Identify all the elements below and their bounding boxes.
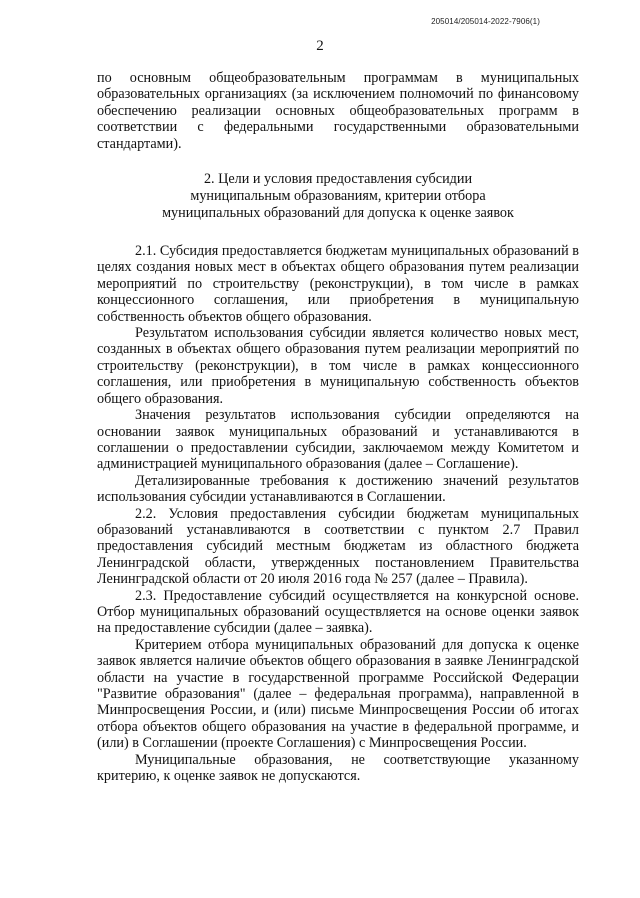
paragraph-2-1: 2.1. Субсидия предоставляется бюджетам муниципальных образований в целях создания новых мест в объектах общего образования путем реализации мероприятий по строительству (реконструкции), в том числе в рамках концессионного соглашения, или приобретения в муниципальную собственность объектов общего образования.	[97, 243, 579, 325]
page-number: 2	[316, 38, 324, 54]
paragraph-2-3: 2.3. Предоставление субсидий осуществляется на конкурсной основе. Отбор муниципальных образований осуществляется на основе оценки заявок на предоставление субсидии (далее – заявка).	[97, 587, 579, 637]
section-heading-line-3: муниципальных образований для допуска к оценке заявок	[162, 205, 514, 222]
document-body	[97, 70, 579, 784]
intro-paragraph: по основным общеобразовательным программам в муниципальных образовательных организациях (за исключением полномочий по финансовому обеспечению реализации основных общеобразовательных программ в соответствии с федеральными государственными образовательными стандартами).	[97, 70, 579, 152]
paragraph-detailed-requirements: Детализированные требования к достижению значений результатов использования субсидии устанавливаются в Соглашении.	[97, 472, 579, 506]
paragraph-result: Результатом использования субсидии является количество новых мест, созданных в объектах общего образования путем реализации мероприятий по строительству (реконструкции), в том числе в рамках концессионного соглашения, или приобретения в муниципальную собственность объектов общего образования.	[97, 325, 579, 407]
document-id: 205014/205014-2022-7906(1)	[431, 17, 540, 26]
paragraph-values: Значения результатов использования субсидии определяются на основании заявок муниципальных образований и устанавливаются в соглашении о предоставлении субсидии, заключаемом между Комитетом и администрацией муниципального образования (далее – Соглашение).	[97, 407, 579, 473]
section-heading	[97, 171, 579, 222]
section-heading-line-2: муниципальным образованиям, критерии отбора	[190, 188, 486, 205]
section-heading-line-1: 2. Цели и условия предоставления субсидии	[203, 171, 473, 188]
paragraph-criterion: Критерием отбора муниципальных образований для допуска к оценке заявок является наличие объектов общего образования в заявке Ленинградской области на участие в государственной программе Российской Федерации "Развитие образования" (далее – федеральная программа), направленной в Минпросвещения России, и (или) письме Минпросвещения России об итогах отбора объектов общего образования на участие в федеральной программе, и (или) в Соглашении (проекте Соглашения) с Минпросвещения России.	[97, 636, 579, 752]
paragraph-not-admitted: Муниципальные образования, не соответствующие указанному критерию, к оценке заявок не допускаются.	[97, 751, 579, 785]
paragraph-2-2: 2.2. Условия предоставления субсидии бюджетам муниципальных образований устанавливаются в соответствии с пунктом 2.7 Правил предоставления субсидий местным бюджетам из областного бюджета Ленинградской области, утвержденных постановлением Правительства Ленинградской области от 20 июля 2016 года № 257 (далее – Правила).	[97, 505, 579, 588]
